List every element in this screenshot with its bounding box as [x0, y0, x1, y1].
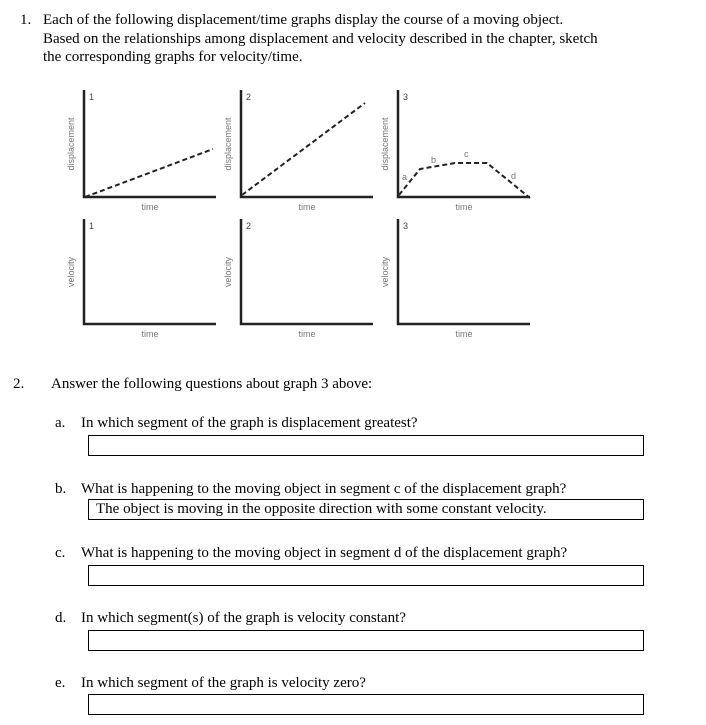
graph-number: 3 — [403, 221, 409, 231]
y-axis-label: displacement — [223, 117, 233, 171]
item-question: What is happening to the moving object in segment d of the displacement graph? — [81, 545, 568, 561]
x-axis-label: time — [298, 202, 316, 212]
x-axis-label: time — [298, 329, 316, 339]
axes — [398, 219, 530, 324]
x-axis-label: time — [141, 202, 159, 212]
question-2-number: 2. — [13, 376, 25, 392]
question-1-number: 1. — [20, 12, 32, 28]
x-axis-label: time — [141, 329, 159, 339]
graph-number: 1 — [89, 92, 95, 102]
item-question: In which segment(s) of the graph is velocity constant? — [81, 610, 406, 626]
displacement-graph-3 — [380, 90, 530, 212]
graph-number: 1 — [89, 221, 95, 231]
segment-d-label: d — [511, 171, 517, 181]
answer-field-e[interactable] — [88, 694, 644, 715]
segment-c-label: c — [464, 149, 469, 159]
y-axis-label: displacement — [66, 117, 76, 171]
y-axis-label: velocity — [380, 256, 390, 288]
item-letter: d. — [55, 610, 67, 626]
item-question: In which segment of the graph is velocity zero? — [81, 675, 366, 691]
answer-field-d[interactable] — [88, 630, 644, 651]
item-letter: b. — [55, 481, 67, 497]
displacement-graph-2 — [223, 90, 373, 212]
displacement-graph-1 — [66, 90, 216, 212]
y-axis-label: displacement — [380, 117, 390, 171]
velocity-graph-2[interactable] — [223, 219, 373, 339]
displacement-line — [242, 103, 365, 195]
item-letter: a. — [55, 415, 66, 431]
axes — [84, 90, 216, 197]
question-1-line-3: the corresponding graphs for velocity/time. — [43, 49, 303, 65]
item-question: In which segment of the graph is displacement greatest? — [81, 415, 418, 431]
question-1-line-1: Each of the following displacement/time graphs display the course of a moving object. — [43, 12, 564, 28]
graphs-figure — [0, 80, 706, 350]
question-1-line-2: Based on the relationships among displacement and velocity described in the chapter, sketch — [43, 31, 598, 47]
answer-field-c[interactable] — [88, 565, 644, 586]
displacement-line — [85, 149, 213, 197]
y-axis-label: velocity — [66, 256, 76, 288]
question-2-intro: Answer the following questions about graph 3 above: — [51, 376, 373, 392]
y-axis-label: velocity — [223, 256, 233, 288]
velocity-graph-1[interactable] — [66, 219, 216, 339]
axes — [241, 219, 373, 324]
answer-field-b[interactable]: The object is moving in the opposite direction with some constant velocity. — [88, 499, 644, 520]
graph-number: 3 — [403, 92, 409, 102]
velocity-graph-3[interactable] — [380, 219, 530, 339]
item-question: What is happening to the moving object in segment c of the displacement graph? — [81, 481, 567, 497]
axes — [84, 219, 216, 324]
graph-number: 2 — [246, 92, 252, 102]
axes — [241, 90, 373, 197]
item-letter: c. — [55, 545, 66, 561]
x-axis-label: time — [455, 329, 473, 339]
segment-a-label: a — [402, 172, 408, 182]
graph-number: 2 — [246, 221, 252, 231]
answer-field-a[interactable] — [88, 435, 644, 456]
segment-b-label: b — [431, 155, 437, 165]
item-letter: e. — [55, 675, 66, 691]
x-axis-label: time — [455, 202, 473, 212]
